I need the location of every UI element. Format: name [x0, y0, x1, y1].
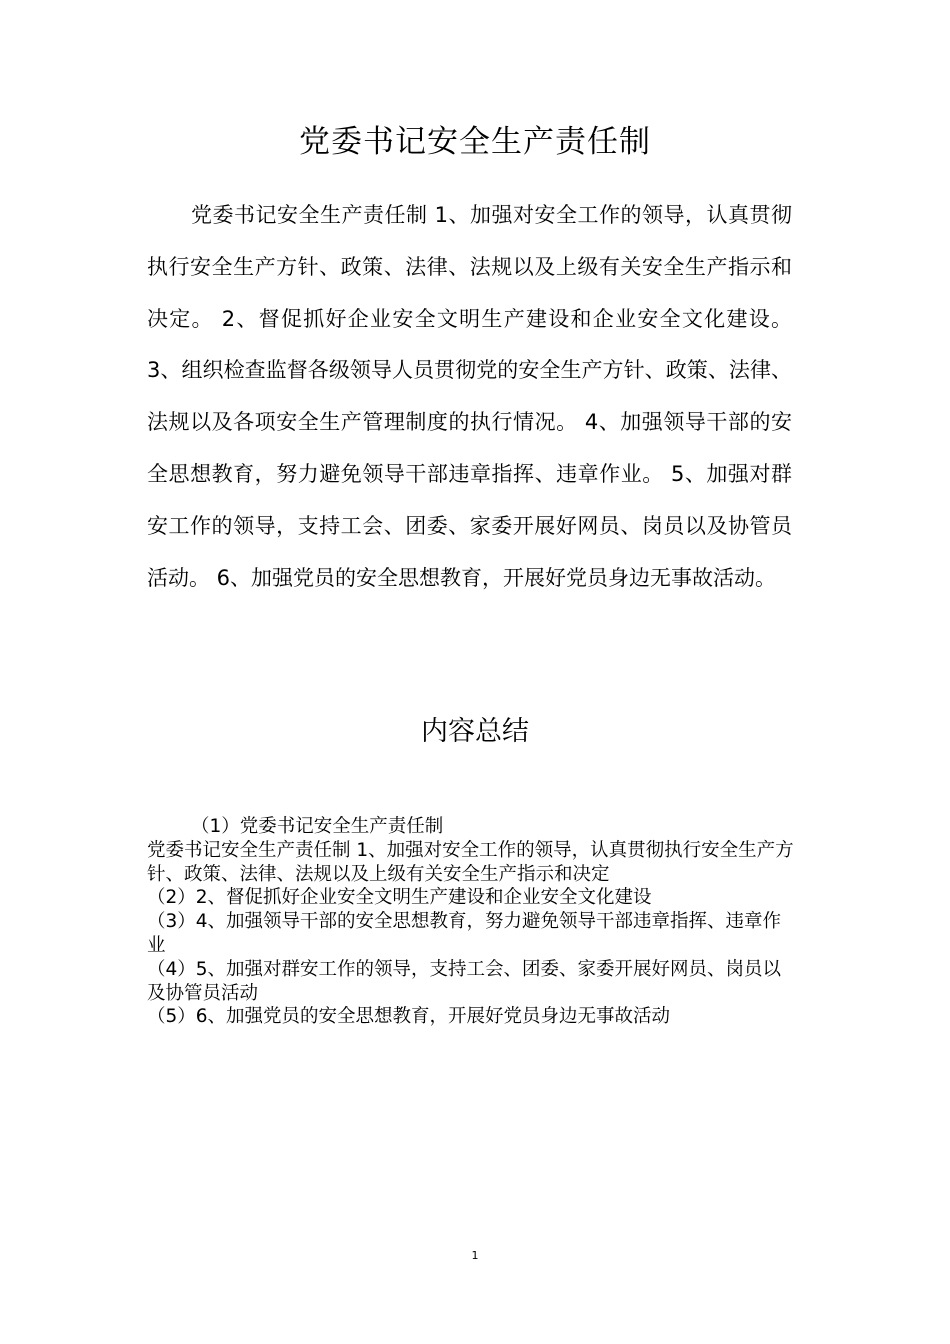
summary-item-1-text: 党委书记安全生产责任制 1、加强对安全工作的领导，认真贯彻执行安全生产方针、政策、法律、法规以及上级有关安全生产指示和决定 [147, 839, 794, 885]
summary-item-2: （2）2、督促抓好企业安全文明生产建设和企业安全文化建设 [147, 887, 652, 909]
body-paragraph: 党委书记安全生产责任制 1、加强对安全工作的领导，认真贯彻执行安全生产方针、政策、法律、法规以及上级有关安全生产指示和决定。 2、督促抓好企业安全文明生产建设和企业安全文化建设。 3、组织检查监督各级领导人员贯彻党的安全生产方针、政策、法律、法规以及各项安全生产管理制度的执行情况。 4、加强领导干部的安全思想教育，努力避免领导干部违章指挥、违章作业。 5、加强对群安工作的领导，支持工会、团委、家委开展好网员、岗员以及协管员活动。 6、加强党员的安全思想教育，开展好党员身边无事故活动。 [147, 203, 792, 590]
document-title: 党委书记安全生产责任制 [299, 124, 651, 160]
summary-item-4: （4）5、加强对群安工作的领导，支持工会、团委、家委开展好网员、岗员以及协管员活动 [147, 958, 782, 1004]
summary-item-5: （5）6、加强党员的安全思想教育，开展好党员身边无事故活动 [147, 1006, 671, 1028]
page-number: 1 [471, 1249, 479, 1262]
summary-section [147, 815, 797, 1029]
summary-item-1-heading: （1）党委书记安全生产责任制 [191, 816, 444, 837]
summary-item-3: （3）4、加强领导干部的安全思想教育，努力避免领导干部违章指挥、违章作业 [147, 911, 782, 956]
summary-title: 内容总结 [421, 716, 529, 747]
